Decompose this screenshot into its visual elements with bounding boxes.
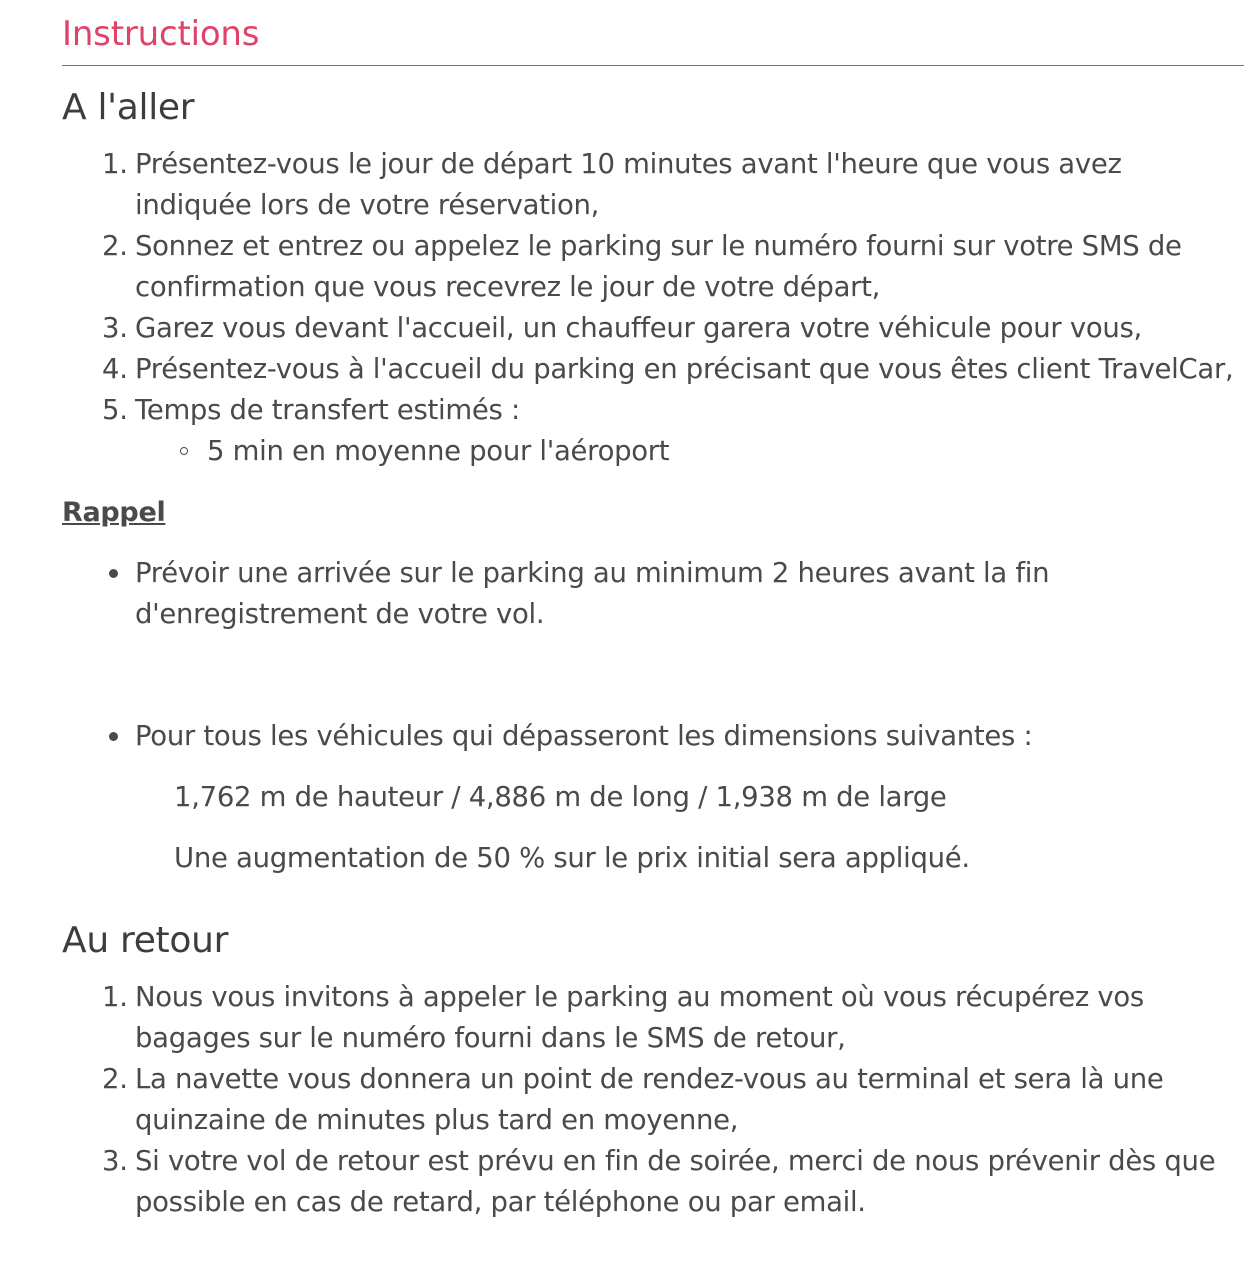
list-item (62, 308, 1244, 349)
rappel-list (62, 553, 1244, 635)
dimensions-intro: Pour tous les véhicules qui dépasseront les dimensions suivantes : (135, 720, 1033, 752)
surcharge-text: Une augmentation de 50 % sur le prix initial sera appliqué. (174, 842, 970, 874)
step-text: La navette vous donnera un point de rendez-vous au terminal et sera là une quinzaine de minutes plus tard en moyenne, (135, 1063, 1164, 1136)
list-item (62, 716, 1244, 879)
list-item (135, 431, 1244, 472)
bullet-icon (109, 732, 118, 741)
list-item (62, 1059, 1244, 1141)
list-item (62, 390, 1244, 472)
step-text: Garez vous devant l'accueil, un chauffeur garera votre véhicule pour vous, (135, 312, 1142, 344)
list-number: 1. (102, 148, 128, 180)
list-item (62, 553, 1244, 635)
sub-item-text: 5 min en moyenne pour l'aéroport (207, 435, 670, 467)
list-item (62, 1141, 1244, 1223)
list-item (62, 349, 1244, 390)
list-number: 4. (102, 353, 128, 385)
rappel-text: Prévoir une arrivée sur le parking au minimum 2 heures avant la fin d'enregistrement de votre vol. (135, 557, 1050, 630)
retour-heading: Au retour (62, 920, 229, 961)
list-item (62, 144, 1244, 226)
list-number: 3. (102, 312, 128, 344)
list-number: 3. (102, 1145, 128, 1177)
bullet-icon (109, 569, 118, 578)
list-number: 2. (102, 1063, 128, 1095)
list-number: 5. (102, 394, 128, 426)
step-text: Présentez-vous le jour de départ 10 minutes avant l'heure que vous avez indiquée lors de votre réservation, (135, 148, 1122, 221)
instructions-panel (62, 0, 1244, 1223)
list-item (62, 977, 1244, 1059)
section-title: Instructions (62, 12, 1244, 66)
transfer-sublist (135, 431, 1244, 472)
step-text: Temps de transfert estimés : (135, 394, 520, 426)
aller-steps-list (62, 144, 1244, 472)
circle-bullet-icon (180, 447, 188, 455)
dimensions-text: 1,762 m de hauteur / 4,886 m de long / 1,938 m de large (174, 781, 947, 813)
aller-heading: A l'aller (62, 87, 195, 128)
rappel-label: Rappel (62, 497, 166, 528)
step-text: Si votre vol de retour est prévu en fin de soirée, merci de nous prévenir dès que possible en cas de retard, par téléphone ou par email. (135, 1145, 1216, 1218)
list-item (62, 226, 1244, 308)
step-text: Nous vous invitons à appeler le parking au moment où vous récupérez vos bagages sur le numéro fourni dans le SMS de retour, (135, 981, 1144, 1054)
step-text: Présentez-vous à l'accueil du parking en précisant que vous êtes client TravelCar, (135, 353, 1234, 385)
list-number: 2. (102, 230, 128, 262)
dimensions-list (62, 716, 1244, 879)
list-number: 1. (102, 981, 128, 1013)
retour-steps-list (62, 977, 1244, 1223)
step-text: Sonnez et entrez ou appelez le parking sur le numéro fourni sur votre SMS de confirmation que vous recevrez le jour de votre départ, (135, 230, 1182, 303)
